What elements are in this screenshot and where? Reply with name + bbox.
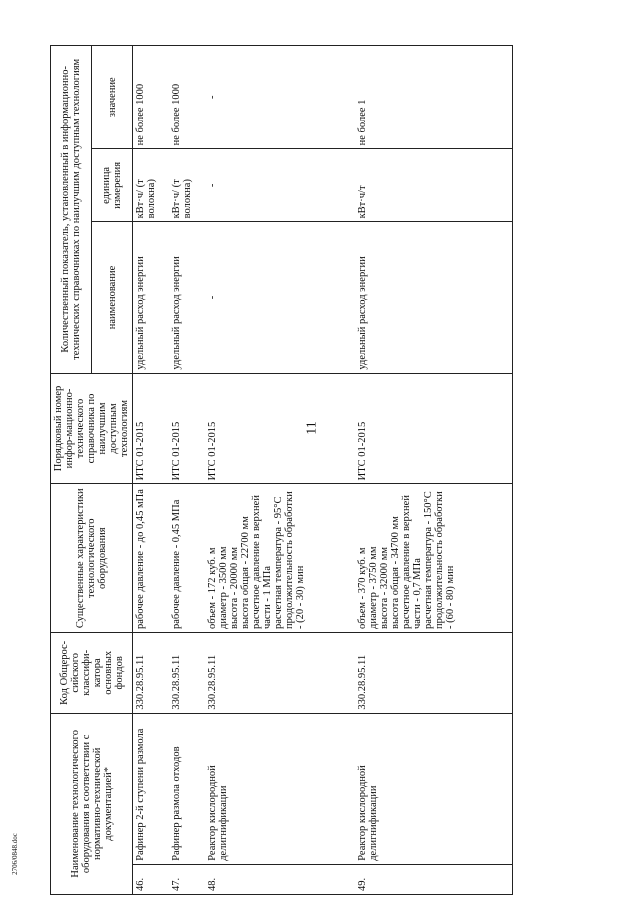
its-number: ИТС 01-2015 <box>205 373 355 484</box>
row-number: 47. <box>169 864 205 894</box>
okof-code: 330.28.95.11 <box>133 633 169 714</box>
table-row <box>205 46 355 895</box>
page-number: 11 <box>304 421 320 435</box>
header-indicator-group: Количественный показатель, установленный в информационно-технических справочниках по наилучшим доступным технологиям <box>51 46 92 374</box>
header-unit: единица измерения <box>92 149 133 222</box>
its-number: ИТС 01-2015 <box>133 373 169 484</box>
header-its-number: Порядковый номер инфор-мационно-технического справочника по наилучшим доступным технологиям <box>51 373 133 484</box>
equipment-name: Рафинер размола отходов <box>169 713 205 864</box>
header-value: значение <box>92 46 133 149</box>
header-okof: Код Общерос-сийского классифи-катора основных фондов <box>51 633 133 714</box>
header-characteristics: Существенные характеристики технологического оборудования <box>51 484 133 633</box>
indicator-name: - <box>205 222 355 373</box>
okof-code: 330.28.95.11 <box>169 633 205 714</box>
indicator-unit: кВт·ч/ (т волокна) <box>169 149 205 222</box>
row-number: 46. <box>133 864 169 894</box>
row-number: 49. <box>355 864 513 894</box>
its-number: ИТС 01-2015 <box>355 373 513 484</box>
rotated-table-wrapper <box>50 45 456 895</box>
indicator-unit: кВт·ч/ (т волокна) <box>133 149 169 222</box>
its-number: ИТС 01-2015 <box>169 373 205 484</box>
table-row <box>169 46 205 895</box>
indicator-name: удельный расход энергии <box>133 222 169 373</box>
indicator-value: - <box>205 46 355 149</box>
equipment-characteristics: объем - 370 куб. м диаметр - 3750 мм высота - 32000 мм высота общая - 34700 мм расчетное давление в верхней части - 0,7 МПа расчетная температура - 150°С продолжительность обработки - (60 - 80) мин <box>355 484 513 633</box>
equipment-table <box>50 45 513 895</box>
table-row <box>133 46 169 895</box>
equipment-characteristics: рабочее давление - 0,45 МПа <box>169 484 205 633</box>
indicator-unit: - <box>205 149 355 222</box>
equipment-name: Реактор кислородной делигнификации <box>205 713 355 864</box>
header-name: Наименование технологического оборудования в соответствии с нормативно-технической документацией* <box>51 713 133 894</box>
indicator-unit: кВт·ч/т <box>355 149 513 222</box>
document-code: 2706/0848.doc <box>10 833 19 875</box>
indicator-name: удельный расход энергии <box>355 222 513 373</box>
indicator-value: не более 1 <box>355 46 513 149</box>
equipment-characteristics: рабочее давление - до 0,45 мПа <box>133 484 169 633</box>
indicator-name: удельный расход энергии <box>169 222 205 373</box>
equipment-name: Реактор кислородной делигнификации <box>355 713 513 864</box>
indicator-value: не более 1000 <box>133 46 169 149</box>
equipment-characteristics: объем - 172 куб. м диаметр - 3500 мм высота - 20000 мм высота общая - 22700 мм расчетное давление в верхней части - 1 МПа расчетная температура - 95°С продолжительность обработки - (20 - 30) мин <box>205 484 355 633</box>
okof-code: 330.28.95.11 <box>355 633 513 714</box>
header-indicator-name: наименование <box>92 222 133 373</box>
table-row <box>355 46 513 895</box>
row-number: 48. <box>205 864 355 894</box>
indicator-value: не более 1000 <box>169 46 205 149</box>
equipment-name: Рафинер 2-й ступени размола <box>133 713 169 864</box>
okof-code: 330.28.95.11 <box>205 633 355 714</box>
